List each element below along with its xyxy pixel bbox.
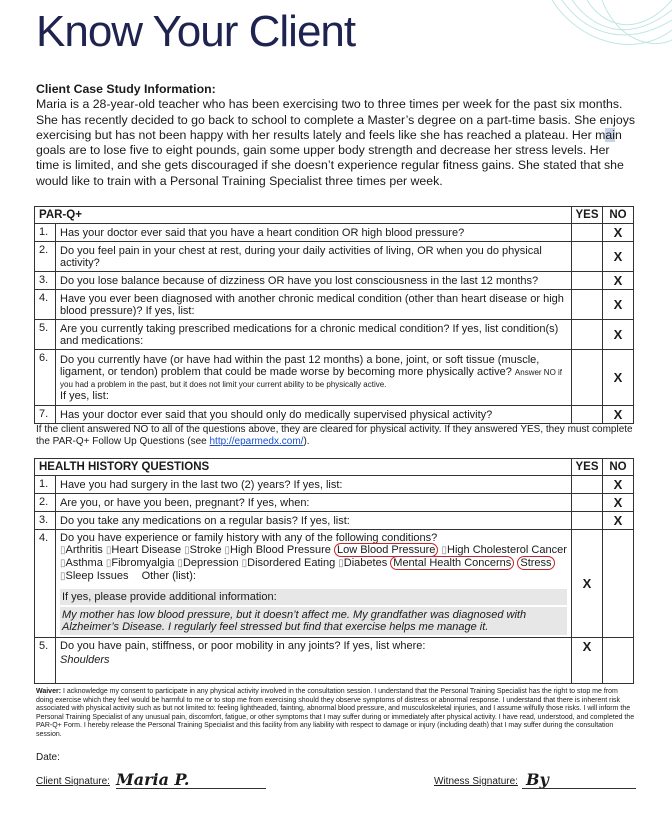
yes-checkbox[interactable]	[572, 476, 603, 494]
yes-checkbox[interactable]	[572, 494, 603, 512]
yes-checkbox[interactable]: X	[572, 530, 603, 638]
no-checkbox[interactable]: X	[603, 512, 634, 530]
health-row: 4. Do you have experience or family history with any of the following conditions? ▯Arthritis ▯Heart Disease ▯Stroke ▯High Blood Pressure Low Blood Pressure ▯High Cholesterol Cancer ▯Asthma ▯Fibromyalgia ▯Depression ▯Disordered Eating ▯Diabetes Mental Health Concerns Stress ▯Sleep Issues Other (list): If yes, please provide additional information: My mother has low blood pressure, but it doesn’t affect me. My grandfather was diagnosed with Alzheimer’s Disease. I regularly feel stressed but find that exercise helps me manage it. X	[35, 530, 634, 638]
condition-checkbox[interactable]: ▯High Blood Pressure	[224, 544, 331, 556]
case-study-section	[36, 82, 636, 189]
yes-checkbox[interactable]	[572, 320, 603, 350]
condition-checkbox[interactable]: ▯Arthritis	[60, 544, 103, 556]
condition-checkbox-circled[interactable]: Stress	[517, 556, 554, 570]
parq-question: Has your doctor ever said that you have a heart condition OR high blood pressure?	[56, 224, 572, 242]
condition-checkbox[interactable]: ▯Diabetes	[338, 557, 388, 569]
parq-row: 1. Has your doctor ever said that you have a heart condition OR high blood pressure? X	[35, 224, 634, 242]
parq-question: Do you lose balance because of dizziness OR have you lost consciousness in the last 12 months?	[56, 272, 572, 290]
health-question: Have you had surgery in the last two (2) years? If yes, list:	[56, 476, 572, 494]
no-checkbox[interactable]: X	[603, 242, 634, 272]
clearance-note: If the client answered NO to all of the questions above, they are cleared for physical activity. If they answered YES, they must complete the PAR-Q+ Follow Up Questions (see http://eparmedx.com/).	[36, 424, 633, 447]
health-question: Do you take any medications on a regular basis? If yes, list:	[56, 512, 572, 530]
client-signature[interactable]: Maria P.	[116, 770, 190, 789]
parq-row: 2. Do you feel pain in your chest at rest, during your daily activities of living, OR when you do physical activity? X	[35, 242, 634, 272]
parq-row: 4. Have you ever been diagnosed with another chronic medical condition (other than heart disease or high blood pressure)? If yes, list: X	[35, 290, 634, 320]
parq-question: Do you currently have (or have had within the past 12 months) a bone, joint, or soft tissue (muscle, ligament, or tendon) problem that could be made worse by becoming more physically active? Answer NO if you had a problem in the past, but it does not limit your current ability to be physically active. If yes, list:	[56, 350, 572, 406]
health-row: 2. Are you, or have you been, pregnant? If yes, when: X	[35, 494, 634, 512]
additional-info-answer[interactable]: My mother has low blood pressure, but it doesn’t affect me. My grandfather was diagnosed with Alzheimer’s Disease. I regularly feel stressed but find that exercise helps me manage it.	[60, 607, 567, 635]
health-no-header: NO	[603, 459, 634, 476]
health-question-conditions: Do you have experience or family history with any of the following conditions? ▯Arthritis ▯Heart Disease ▯Stroke ▯High Blood Pressure Low Blood Pressure ▯High Cholesterol Cancer ▯Asthma ▯Fibromyalgia ▯Depression ▯Disordered Eating ▯Diabetes Mental Health Concerns Stress ▯Sleep Issues Other (list): If yes, please provide additional information: My mother has low blood pressure, but it doesn’t affect me. My grandfather was diagnosed with Alzheimer’s Disease. I regularly feel stressed but find that exercise helps me manage it.	[56, 530, 572, 638]
condition-checkbox-circled[interactable]: Low Blood Pressure	[334, 543, 438, 557]
no-checkbox[interactable]: X	[603, 476, 634, 494]
parq-row: 3. Do you lose balance because of dizziness OR have you lost consciousness in the last 12 months? X	[35, 272, 634, 290]
yes-checkbox[interactable]	[572, 350, 603, 406]
parq-question: Do you feel pain in your chest at rest, during your daily activities of living, OR when you do physical activity?	[56, 242, 572, 272]
decorative-swirl-graphic	[542, 0, 672, 60]
yes-checkbox[interactable]	[572, 242, 603, 272]
yes-checkbox[interactable]	[572, 512, 603, 530]
page-title: Know Your Client	[36, 7, 356, 56]
parq-row: 5. Are you currently taking prescribed medications for a chronic medical condition? If yes, list condition(s) and medications: X	[35, 320, 634, 350]
condition-checkbox[interactable]: ▯Disordered Eating	[241, 557, 336, 569]
text-selection-highlight: ai	[605, 127, 615, 142]
condition-checkbox[interactable]: ▯Heart Disease	[105, 544, 182, 556]
yes-checkbox[interactable]	[572, 406, 603, 424]
condition-checkbox[interactable]: Cancer	[531, 544, 567, 556]
additional-info-label: If yes, please provide additional information:	[60, 589, 567, 605]
parq-yes-header: YES	[572, 207, 603, 224]
other-list-label: Other (list):	[141, 570, 196, 582]
health-row: 5. Do you have pain, stiffness, or poor mobility in any joints? If yes, list where: Shoulders X	[35, 638, 634, 684]
parq-question: Have you ever been diagnosed with another chronic medical condition (other than heart disease or high blood pressure)? If yes, list:	[56, 290, 572, 320]
condition-checkbox-circled[interactable]: Mental Health Concerns	[390, 556, 514, 570]
no-checkbox[interactable]: X	[603, 350, 634, 406]
no-checkbox[interactable]	[603, 530, 634, 638]
parq-heading: PAR-Q+	[35, 207, 572, 224]
yes-checkbox[interactable]	[572, 290, 603, 320]
parq-no-header: NO	[603, 207, 634, 224]
no-checkbox[interactable]: X	[603, 406, 634, 424]
parq-row: 6. Do you currently have (or have had within the past 12 months) a bone, joint, or soft tissue (muscle, ligament, or tendon) problem that could be made worse by becoming more physically active? Answer NO if you had a problem in the past, but it does not limit your current ability to be physically active. If yes, list: X	[35, 350, 634, 406]
no-checkbox[interactable]: X	[603, 272, 634, 290]
health-question: Are you, or have you been, pregnant? If yes, when:	[56, 494, 572, 512]
no-checkbox[interactable]: X	[603, 494, 634, 512]
condition-checkbox[interactable]: ▯Depression	[177, 557, 239, 569]
client-signature-label: Client Signature:	[36, 776, 110, 787]
date-label: Date:	[36, 752, 60, 763]
yes-checkbox[interactable]: X	[572, 638, 603, 684]
condition-checkbox[interactable]: ▯Stroke	[184, 544, 222, 556]
health-row: 3. Do you take any medications on a regular basis? If yes, list: X	[35, 512, 634, 530]
condition-checkbox[interactable]: ▯Asthma	[60, 557, 103, 569]
parq-note: Answer NO if you had a problem in the past, but it does not limit your current ability to be physically active.	[60, 367, 563, 389]
witness-signature[interactable]: By	[526, 770, 549, 789]
yes-checkbox[interactable]	[572, 272, 603, 290]
no-checkbox[interactable]: X	[603, 224, 634, 242]
conditions-list	[60, 544, 567, 583]
parq-row: 7. Has your doctor ever said that you should only do medically supervised physical activity? X	[35, 406, 634, 424]
condition-checkbox[interactable]: ▯Sleep Issues	[60, 570, 129, 582]
case-study-heading: Client Case Study Information:	[36, 82, 216, 96]
waiver-text: Waiver: I acknowledge my consent to participate in any physical activity involved in the consultation session. I understand that the Personal Training Specialist has the right to stop me from doing exercise which they feel would be harmful to me or to stop me from exercising should they observe symptoms of distress or abnormal response. I understand that there is inherent risk associated with physical activity such as but not limited to: feeling lightheaded, fainting, abnormal blood pressure, and musculoskeletal injuries, and I assume wilfully those risks. I will inform the Personal Training Specialist of any unusual pain, discomfort, fatigue, or other symptoms that I may suffer during or immediately after physical activity. I have read, understood, and completed the PAR-Q+ Form. I hereby release the Personal Training Specialist and this facility from any liability with respect to damage or injury (including death) that I may suffer during the consultation session.	[36, 688, 635, 738]
yes-checkbox[interactable]	[572, 224, 603, 242]
condition-checkbox[interactable]: ▯Fibromyalgia	[105, 557, 175, 569]
parq-table	[34, 206, 634, 424]
health-yes-header: YES	[572, 459, 603, 476]
pain-answer[interactable]: Shoulders	[60, 654, 110, 666]
signature-row	[36, 770, 636, 790]
condition-checkbox[interactable]: ▯High Cholesterol	[441, 544, 529, 556]
eparmedx-link[interactable]: http://eparmedx.com/	[209, 436, 304, 447]
health-history-heading: HEALTH HISTORY QUESTIONS	[35, 459, 572, 476]
health-history-table	[34, 458, 634, 684]
health-question-pain: Do you have pain, stiffness, or poor mobility in any joints? If yes, list where: Shoulders	[56, 638, 572, 684]
no-checkbox[interactable]	[603, 638, 634, 684]
parq-question: Has your doctor ever said that you should only do medically supervised physical activity?	[56, 406, 572, 424]
witness-signature-label: Witness Signature:	[434, 776, 518, 787]
case-study-text: Maria is a 28-year-old teacher who has been exercising two to three times per week for the past six months. She has recently decided to go back to school to complete a Master’s degree on a part-time basis. She enjoys exercising but has not been happy with her results lately and feels like she has reached a plateau. Her main goals are to lose five to eight pounds, gain some upper body strength and decrease her stress levels. Her time is limited, and she gets discouraged if she doesn’t experience regular fitness gains. She stated that she would like to train with a Personal Training Specialist three times per week.	[36, 97, 636, 188]
health-row: 1. Have you had surgery in the last two (2) years? If yes, list: X	[35, 476, 634, 494]
no-checkbox[interactable]: X	[603, 320, 634, 350]
parq-question: Are you currently taking prescribed medications for a chronic medical condition? If yes, list condition(s) and medications:	[56, 320, 572, 350]
no-checkbox[interactable]: X	[603, 290, 634, 320]
